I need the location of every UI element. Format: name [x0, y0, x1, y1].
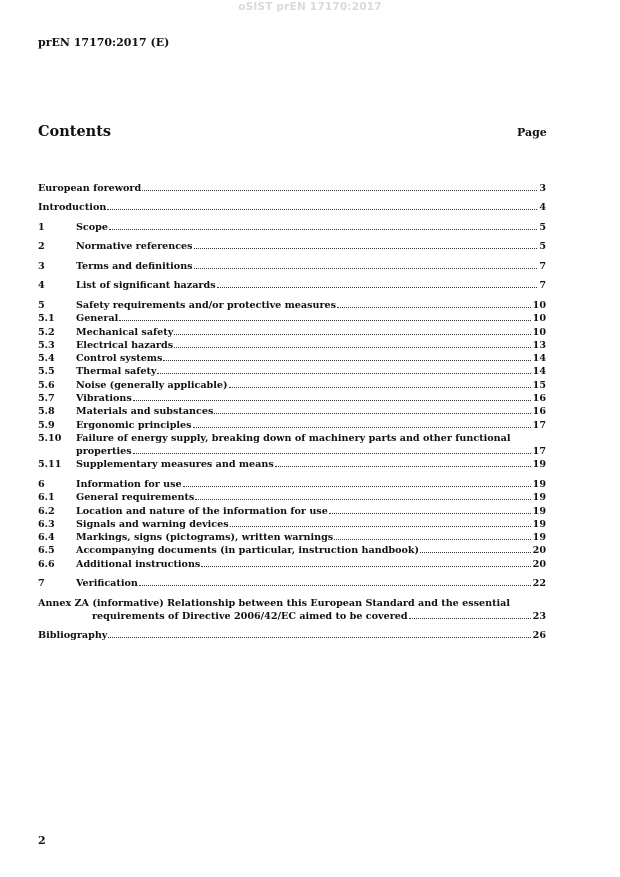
toc-title: Markings, signs (pictograms), written warnings: [76, 532, 334, 544]
toc-page: 19: [532, 492, 546, 504]
toc-entry-5-10[interactable]: [38, 432, 546, 459]
toc-number: 5.2: [38, 326, 55, 338]
toc-entry-5-8[interactable]: [38, 405, 546, 418]
toc-number: 5.9: [38, 419, 55, 431]
leader-dots: [133, 400, 531, 401]
toc-page: 19: [532, 478, 546, 490]
toc-title: Safety requirements and/or protective measures: [76, 299, 337, 311]
toc-page: 15: [532, 379, 546, 391]
toc-page: 19: [532, 518, 546, 530]
toc-number: 5: [38, 299, 45, 311]
toc-entry-5-2[interactable]: [38, 326, 546, 339]
leader-dots: [230, 526, 531, 527]
toc-number: 6.5: [38, 545, 55, 557]
leader-dots: [108, 637, 530, 638]
leader-dots: [174, 334, 530, 335]
toc-page: 5: [539, 221, 546, 233]
toc-title: Electrical hazards: [76, 339, 174, 351]
toc-entry-5-4[interactable]: [38, 352, 546, 365]
toc-number: 1: [38, 221, 45, 233]
leader-dots: [174, 347, 531, 348]
leader-dots: [109, 229, 537, 230]
leader-dots: [409, 618, 531, 619]
leader-dots: [217, 287, 538, 288]
toc-title-line-1: Failure of energy supply, breaking down of machinery parts and other functional: [76, 432, 511, 444]
toc-entry-5-3[interactable]: [38, 339, 546, 352]
toc-number: 5.3: [38, 339, 55, 351]
toc-page: 7: [539, 280, 546, 292]
toc-page: 7: [539, 260, 546, 272]
toc-title: Ergonomic principles: [76, 419, 192, 431]
toc-title: Control systems: [76, 353, 163, 365]
leader-dots: [420, 552, 531, 553]
toc-title: Mechanical safety: [76, 326, 174, 338]
toc-entry-1[interactable]: [38, 221, 546, 234]
toc-title: List of significant hazards: [76, 280, 216, 292]
leader-dots: [142, 190, 537, 191]
toc-page: 5: [539, 241, 546, 253]
leader-dots: [119, 320, 530, 321]
contents-title: Contents: [38, 123, 112, 140]
leader-dots: [194, 248, 538, 249]
toc-entry-5-7[interactable]: [38, 392, 546, 405]
toc-page: 4: [539, 202, 546, 214]
toc-title: European foreword: [38, 183, 142, 194]
leader-dots: [229, 387, 531, 388]
toc-number: 7: [38, 578, 45, 590]
leader-dots: [194, 268, 538, 269]
toc-number: 6: [38, 478, 45, 490]
toc-entry-2[interactable]: [38, 240, 546, 253]
toc-entry-6-1[interactable]: [38, 491, 546, 504]
toc-entry-3[interactable]: [38, 260, 546, 273]
toc-number: 4: [38, 280, 45, 292]
toc-title: Signals and warning devices: [76, 518, 229, 530]
toc-entry-introduction[interactable]: [38, 201, 546, 214]
toc-page: 16: [532, 392, 546, 404]
toc-entry-european-foreword[interactable]: [38, 182, 546, 195]
toc-number: 5.6: [38, 379, 55, 391]
toc-page: 16: [532, 406, 546, 418]
leader-dots: [275, 466, 531, 467]
toc-entry-annex-za[interactable]: [38, 597, 546, 624]
toc-page: 19: [532, 505, 546, 517]
leader-dots: [133, 453, 531, 454]
toc-entry-4[interactable]: [38, 279, 546, 292]
toc-title-line-2: properties: [76, 446, 132, 458]
watermark: oSIST prEN 17170:2017: [238, 1, 382, 13]
table-of-contents: [38, 182, 546, 643]
toc-number: 5.11: [38, 459, 62, 471]
toc-page: 10: [532, 313, 546, 325]
toc-entry-6-4[interactable]: [38, 531, 546, 544]
toc-number: 6.4: [38, 532, 55, 544]
toc-entry-5-5[interactable]: [38, 365, 546, 378]
toc-title-line-2: requirements of Directive 2006/42/EC aimed to be covered: [92, 611, 408, 622]
leader-dots: [214, 413, 530, 414]
toc-page: 26: [532, 630, 546, 642]
toc-entry-6-2[interactable]: [38, 505, 546, 518]
toc-number: 2: [38, 241, 45, 253]
toc-page: 14: [532, 353, 546, 365]
leader-dots: [183, 486, 531, 487]
page-number: 2: [38, 834, 46, 847]
toc-page: 10: [532, 299, 546, 311]
toc-title: Information for use: [76, 478, 182, 490]
toc-entry-5-9[interactable]: [38, 419, 546, 432]
leader-dots: [201, 566, 530, 567]
toc-page: 19: [532, 532, 546, 544]
toc-title: General requirements: [76, 492, 195, 504]
toc-number: 5.4: [38, 353, 55, 365]
toc-entry-7[interactable]: [38, 577, 546, 590]
toc-number: 5.5: [38, 366, 55, 378]
toc-entry-bibliography[interactable]: [38, 629, 546, 642]
toc-title: Additional instructions: [76, 558, 201, 570]
toc-entry-5[interactable]: [38, 299, 546, 312]
toc-page: 10: [532, 326, 546, 338]
toc-title: General: [76, 313, 119, 325]
toc-page: 23: [532, 611, 546, 622]
leader-dots: [193, 427, 531, 428]
toc-title: Scope: [76, 221, 108, 233]
toc-title: Location and nature of the information for use: [76, 505, 328, 517]
toc-title: Introduction: [38, 202, 107, 214]
leader-dots: [163, 360, 530, 361]
toc-title: Normative references: [76, 241, 193, 253]
toc-title-line-1: Annex ZA (informative) Relationship between this European Standard and the essential: [38, 597, 511, 609]
toc-entry-5-11[interactable]: [38, 458, 546, 471]
leader-dots: [195, 499, 530, 500]
toc-number: 5.7: [38, 392, 55, 404]
toc-number: 6.6: [38, 558, 55, 570]
toc-entry-6-5[interactable]: [38, 544, 546, 557]
toc-entry-6[interactable]: [38, 478, 546, 491]
toc-page: 20: [532, 545, 546, 557]
toc-entry-6-3[interactable]: [38, 518, 546, 531]
toc-number: 5.1: [38, 313, 55, 325]
leader-dots: [337, 307, 531, 308]
toc-number: 3: [38, 260, 45, 272]
toc-title: Terms and definitions: [76, 260, 193, 272]
toc-entry-5-1[interactable]: [38, 312, 546, 325]
leader-dots: [139, 585, 531, 586]
toc-page: 20: [532, 558, 546, 570]
toc-number: 5.10: [38, 432, 62, 444]
toc-title: Vibrations: [76, 392, 132, 404]
toc-entry-6-6[interactable]: [38, 558, 546, 571]
toc-title: Verification: [76, 578, 138, 590]
toc-page: 13: [532, 339, 546, 351]
toc-page: 17: [532, 419, 546, 431]
toc-page: 14: [532, 366, 546, 378]
toc-title: Accompanying documents (in particular, instruction handbook): [76, 545, 420, 557]
leader-dots: [334, 539, 530, 540]
toc-number: 5.8: [38, 406, 55, 418]
leader-dots: [157, 373, 530, 374]
document-id: prEN 17170:2017 (E): [38, 36, 170, 49]
toc-title: Materials and substances: [76, 406, 214, 418]
toc-title: Noise (generally applicable): [76, 379, 228, 391]
toc-page: 17: [532, 446, 546, 458]
toc-page: 22: [532, 578, 546, 590]
toc-number: 6.3: [38, 518, 55, 530]
toc-title: Bibliography: [38, 630, 108, 642]
page-column-label: Page: [517, 126, 547, 139]
toc-title: Thermal safety: [76, 366, 157, 378]
toc-number: 6.2: [38, 505, 55, 517]
toc-page: 19: [532, 459, 546, 471]
toc-entry-5-6[interactable]: [38, 379, 546, 392]
leader-dots: [107, 209, 537, 210]
toc-number: 6.1: [38, 492, 55, 504]
toc-title: Supplementary measures and means: [76, 459, 274, 471]
leader-dots: [329, 513, 531, 514]
toc-page: 3: [539, 183, 546, 194]
